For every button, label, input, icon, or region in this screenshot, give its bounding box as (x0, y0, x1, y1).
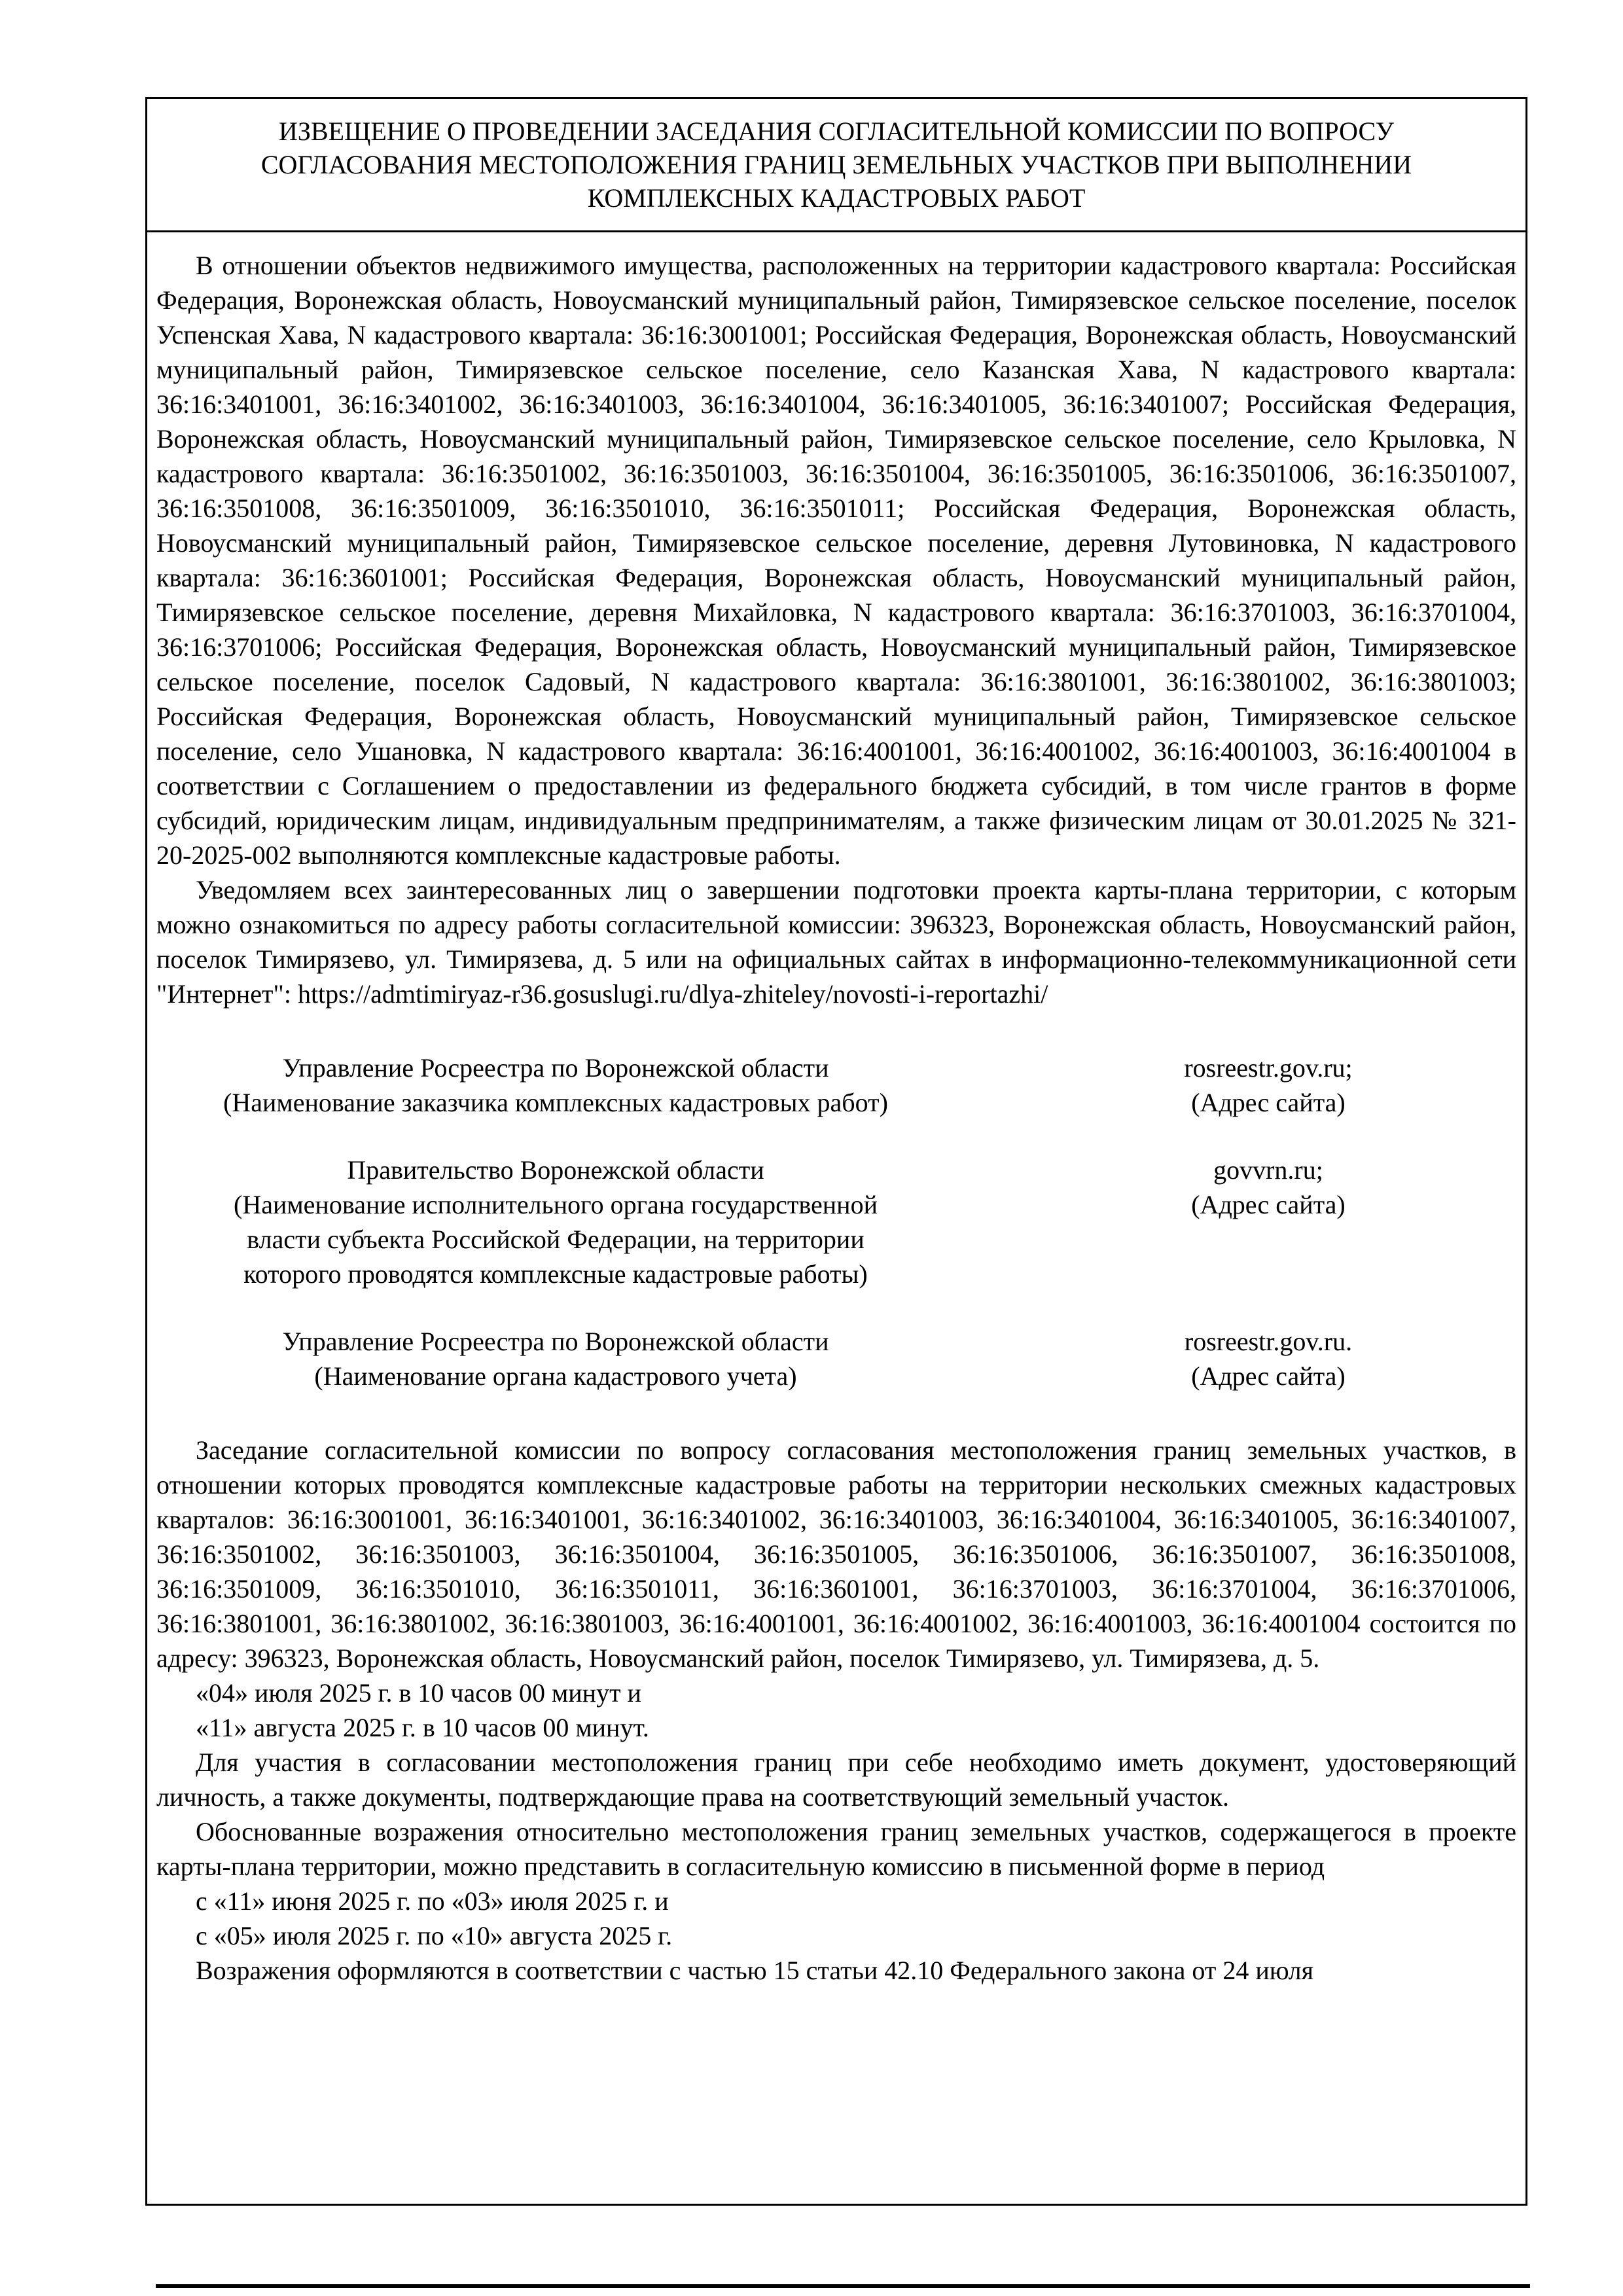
paragraph-meeting: Заседание согласительной комиссии по вопросу согласования местоположения границ земельных участков, в отношении которых проводятся комплексные кадастровые работы на территории нескольких смежных кадастровых кварталов: 36:16:3001001, 36:16:3401001, 36:16:3401002, 36:16:3401003, 36:16:3401004, 36:16:3401005, 36:16:3401007, 36:16:3501002, 36:16:3501003, 36:16:3501004, 36:16:3501005, 36:16:3501006, 36:16:3501007, 36:16:3501008, 36:16:3501009, 36:16:3501010, 36:16:3501011, 36:16:3601001, 36:16:3701003, 36:16:3701004, 36:16:3701006, 36:16:3801001, 36:16:3801002, 36:16:3801003, 36:16:4001001, 36:16:4001002, 36:16:4001003, 36:16:4001004 состоится по адресу: 396323, Воронежская область, Новоусманский район, поселок Тимирязево, ул. Тимирязева, д. 5. (156, 1435, 1516, 1673)
org-government-site: govvrn.ru; (1213, 1155, 1323, 1185)
org-cadastral-caption: (Наименование органа кадастрового учета) (314, 1361, 797, 1391)
org-cadastral-name: Управление Росреестра по Воронежской области (282, 1327, 829, 1356)
org-cadastral (156, 1324, 1516, 1393)
paragraph-notification: Уведомляем всех заинтересованных лиц о завершении подготовки проекта карты-плана территории, с которым можно ознакомиться по адресу работы согласительной комиссии: 396323, Воронежская область, Новоусманский район, поселок Тимирязево, ул. Тимирязева, д. 5 или на официальных сайтах в информационно-телекоммуникационной сети "Интернет": https://admtimiryaz-r36.gosuslugi.ru/dlya-zhiteley/novosti-i-reportazhi/ (156, 875, 1516, 1009)
title-line-1: ИЗВЕЩЕНИЕ О ПРОВЕДЕНИИ ЗАСЕДАНИЯ СОГЛАСИТЕЛЬНОЙ КОМИССИИ ПО ВОПРОСУ (279, 117, 1394, 146)
org-cadastral-site: rosreestr.gov.ru. (1184, 1327, 1353, 1356)
paragraph-objections: Обоснованные возражения относительно местоположения границ земельных участков, содержащегося в проекте карты-плана территории, можно представить в согласительную комиссию в письменной форме в период (156, 1817, 1516, 1881)
org-customer-caption: (Наименование заказчика комплексных кадастровых работ) (223, 1088, 888, 1117)
org-customer-name: Управление Росреестра по Воронежской области (282, 1053, 829, 1083)
org-government-site-caption: (Адрес сайта) (1191, 1190, 1346, 1219)
notice-title (147, 99, 1525, 232)
org-government-caption-2: власти субъекта Российской Федерации, на территории (247, 1225, 865, 1254)
title-line-3: КОМПЛЕКСНЫХ КАДАСТРОВЫХ РАБОТ (587, 183, 1086, 213)
org-customer-site-caption: (Адрес сайта) (1191, 1088, 1346, 1117)
org-customer-site: rosreestr.gov.ru; (1184, 1053, 1353, 1083)
notice-frame (145, 97, 1527, 2206)
org-government-name: Правительство Воронежской области (347, 1155, 764, 1185)
notice-body (147, 232, 1525, 1988)
org-customer (156, 1050, 1516, 1120)
org-government (156, 1153, 1516, 1291)
objection-period-1: с «11» июня 2025 г. по «03» июля 2025 г. и (196, 1886, 669, 1916)
paragraph-participation: Для участия в согласовании местоположения границ при себе необходимо иметь документ, удостоверяющий личность, а также документы, подтверждающие права на соответствующий земельный участок. (156, 1748, 1516, 1812)
paragraph-objects: В отношении объектов недвижимого имущества, расположенных на территории кадастрового квартала: Российская Федерация, Воронежская область, Новоусманский муниципальный район, Тимирязевское сельское поселение, поселок Успенская Хава, N кадастрового квартала: 36:16:3001001; Российская Федерация, Воронежская область, Новоусманский муниципальный район, Тимирязевское сельское поселение, село Казанская Хава, N кадастрового квартала: 36:16:3401001, 36:16:3401002, 36:16:3401003, 36:16:3401004, 36:16:3401005, 36:16:3401007; Российская Федерация, Воронежская область, Новоусманский муниципальный район, Тимирязевское сельское поселение, село Крыловка, N кадастрового квартала: 36:16:3501002, 36:16:3501003, 36:16:3501004, 36:16:3501005, 36:16:3501006, 36:16:3501007, 36:16:3501008, 36:16:3501009, 36:16:3501010, 36:16:3501011; Российская Федерация, Воронежская область, Новоусманский муниципальный район, Тимирязевское сельское поселение, деревня Лутовиновка, N кадастрового квартала: 36:16:3601001; Российская Федерация, Воронежская область, Новоусманский муниципальный район, Тимирязевское сельское поселение, деревня Михайловка, N кадастрового квартала: 36:16:3701003, 36:16:3701004, 36:16:3701006; Российская Федерация, Воронежская область, Новоусманский муниципальный район, Тимирязевское сельское поселение, поселок Садовый, N кадастрового квартала: 36:16:3801001, 36:16:3801002, 36:16:3801003; Российская Федерация, Воронежская область, Новоусманский муниципальный район, Тимирязевское сельское поселение, село Ушановка, N кадастрового квартала: 36:16:4001001, 36:16:4001002, 36:16:4001003, 36:16:4001004 в соответствии с Соглашением о предоставлении из федерального бюджета субсидий, в том числе грантов в форме субсидий, юридическим лицам, индивидуальным предпринимателям, а также физическим лицам от 30.01.2025 № 321-20-2025-002 выполняются комплексные кадастровые работы. (156, 251, 1516, 870)
title-line-2: СОГЛАСОВАНИЯ МЕСТОПОЛОЖЕНИЯ ГРАНИЦ ЗЕМЕЛЬНЫХ УЧАСТКОВ ПРИ ВЫПОЛНЕНИИ (260, 150, 1412, 179)
org-government-caption-3: которого проводятся комплексные кадастровые работы) (243, 1259, 868, 1289)
meeting-date-2: «11» августа 2025 г. в 10 часов 00 минут. (196, 1713, 649, 1742)
objection-period-2: с «05» июля 2025 г. по «10» августа 2025 г. (196, 1921, 673, 1950)
footer-rule (156, 2284, 1530, 2288)
org-government-caption-1: (Наименование исполнительного органа государственной (234, 1190, 878, 1219)
meeting-date-1: «04» июля 2025 г. в 10 часов 00 минут и (196, 1678, 641, 1708)
paragraph-objection-format: Возражения оформляются в соответствии с частью 15 статьи 42.10 Федерального закона от 24 июля (196, 1956, 1314, 1985)
org-cadastral-site-caption: (Адрес сайта) (1191, 1361, 1346, 1391)
